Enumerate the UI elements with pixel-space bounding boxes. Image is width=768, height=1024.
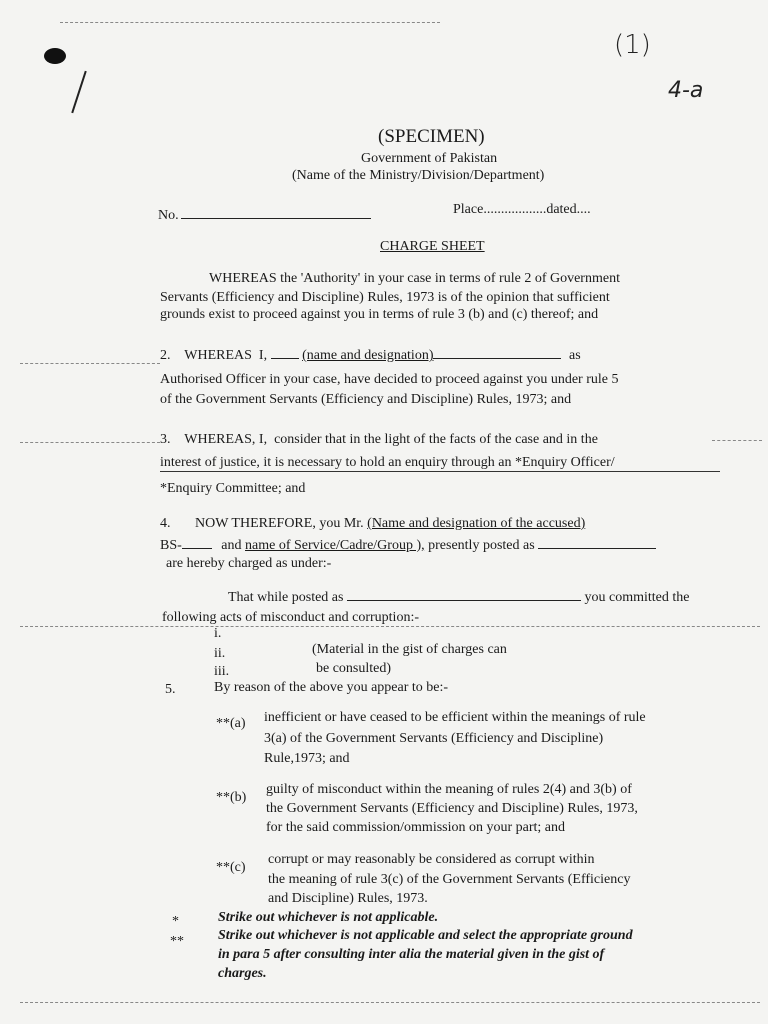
government-name: Government of Pakistan [361, 151, 498, 166]
footnote-1-line1: Strike out whichever is not applicable. [218, 910, 439, 925]
para4-posted-blank [538, 548, 656, 549]
ministry-name: (Name of the Ministry/Division/Department) [292, 168, 545, 183]
solid-rule-para3 [160, 471, 720, 472]
number-blank [181, 218, 371, 219]
para2-line1 [160, 348, 581, 364]
posted-line2: following acts of misconduct and corruption:- [162, 610, 419, 625]
para4-posted: presently posted as [428, 538, 535, 553]
posted-blank [347, 600, 581, 601]
para1-line2: Servants (Efficiency and Discipline) Rules, 1973 is of the opinion that sufficient [160, 290, 610, 305]
footnote-2-mark: ** [170, 934, 184, 949]
ground-a-label: **(a) [216, 716, 246, 731]
ground-a-line1: inefficient or have ceased to be efficient within the meanings of rule [264, 710, 646, 725]
item-iii: iii. [214, 664, 230, 679]
footnote-2-line2: in para 5 after consulting inter alia the material given in the gist of [218, 947, 605, 962]
para4-bs-blank [182, 548, 212, 549]
para2-line2: Authorised Officer in your case, have decided to proceed against you under rule 5 [160, 372, 619, 387]
para4-charged: are hereby charged as under:- [166, 556, 332, 571]
item-ii: ii. [214, 646, 226, 661]
ground-c-line1: corrupt or may reasonably be considered as corrupt within [268, 852, 595, 867]
ground-b-line2: the Government Servants (Efficiency and Discipline) Rules, 1973, [266, 801, 638, 816]
para4-and: and [221, 538, 242, 553]
para2-blank-long [433, 358, 561, 359]
posted-lead: That while posted as [228, 590, 344, 605]
charge-sheet-heading: CHARGE SHEET [380, 239, 485, 254]
material-note-line1: (Material in the gist of charges can [312, 642, 507, 657]
ground-b-line1: guilty of misconduct within the meaning of rules 2(4) and 3(b) of [266, 782, 632, 797]
number-label-text: No. [158, 208, 179, 223]
ink-blot-icon [44, 48, 66, 64]
para4-lead: 4. NOW THEREFORE, you Mr. [160, 516, 364, 531]
para2-name-field: (name and designation) [302, 348, 434, 363]
item-i: i. [214, 626, 222, 641]
ground-b-line3: for the said commission/ommission on your part; and [266, 820, 566, 835]
para4-line2 [160, 538, 656, 554]
para5-number: 5. [165, 682, 176, 697]
scan-rule-para3-right [712, 440, 762, 441]
scan-rule-para3 [20, 442, 160, 443]
footnote-2-line1: Strike out whichever is not applicable and select the appropriate ground [218, 928, 633, 943]
para2-blank-short [271, 358, 299, 359]
scan-rule-para2 [20, 363, 160, 364]
para3-line1: 3. WHEREAS, I, consider that in the light of the facts of the case and in the [160, 432, 598, 447]
scan-rule-bottom [20, 1002, 760, 1003]
posted-tail: you committed the [584, 590, 690, 605]
para3-line3: *Enquiry Committee; and [160, 481, 306, 496]
number-label [158, 208, 371, 224]
para4-line1 [160, 516, 585, 532]
scan-rule-following [20, 626, 760, 627]
ground-c-label: **(c) [216, 860, 246, 875]
posted-line1 [228, 590, 689, 606]
para4-bs: BS- [160, 538, 182, 553]
footnote-2-line3: charges. [218, 966, 267, 981]
para5-text: By reason of the above you appear to be:- [214, 680, 449, 695]
para2-lead: 2. WHEREAS I, [160, 348, 268, 363]
para2-as: as [568, 348, 581, 363]
para2-line3: of the Government Servants (Efficiency and Discipline) Rules, 1973; and [160, 392, 572, 407]
handwritten-annotation: 4-a [668, 78, 704, 103]
pen-slash-icon [71, 71, 86, 113]
para1-line3: grounds exist to proceed against you in terms of rule 3 (b) and (c) thereof; and [160, 307, 599, 322]
ground-c-line3: and Discipline) Rules, 1973. [268, 891, 428, 906]
ground-a-line2: 3(a) of the Government Servants (Efficiency and Discipline) [264, 731, 604, 746]
page-number-mark: (1) [614, 30, 651, 60]
material-note-line2: be consulted) [316, 661, 392, 676]
page-title: (SPECIMEN) [378, 126, 485, 147]
ground-c-line2: the meaning of rule 3(c) of the Government Servants (Efficiency [268, 872, 631, 887]
para4-accused-field: (Name and designation of the accused) [367, 516, 586, 531]
place-date-line: Place..................dated.... [453, 202, 591, 217]
scan-rule-top [60, 22, 440, 23]
para3-line2: interest of justice, it is necessary to hold an enquiry through an *Enquiry Officer/ [160, 455, 615, 470]
ground-b-label: **(b) [216, 790, 247, 805]
para4-service-field: name of Service/Cadre/Group ), [245, 538, 425, 553]
footnote-1-mark: * [172, 914, 179, 929]
ground-a-line3: Rule,1973; and [264, 751, 350, 766]
para1-line1: WHEREAS the 'Authority' in your case in terms of rule 2 of Government [209, 271, 620, 286]
